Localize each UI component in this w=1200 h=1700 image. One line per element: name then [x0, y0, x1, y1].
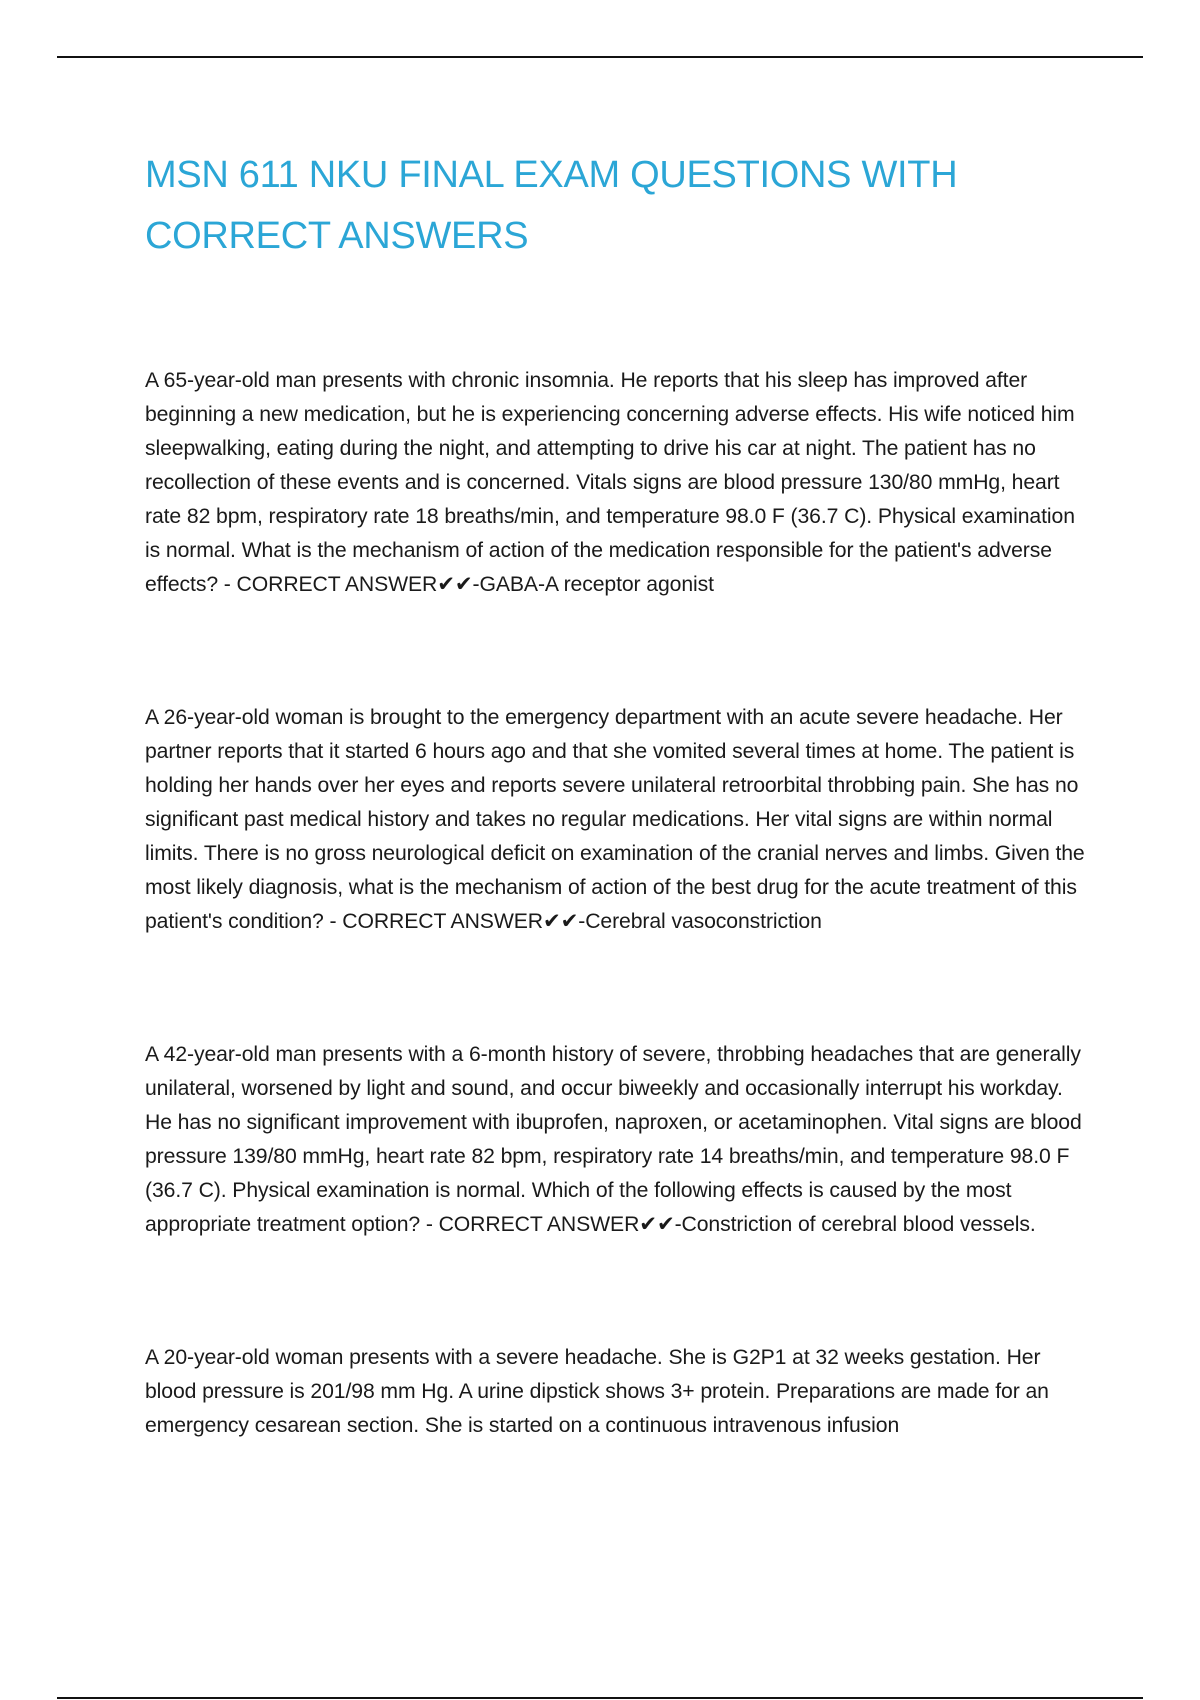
question-answer-3: A 42-year-old man presents with a 6-month history of severe, throbbing headaches that are generally unilateral, worsened by light and sound, and occur biweekly and occasionally interrupt his workday. He has no significant improvement with ibuprofen, naproxen, or acetaminophen. Vital signs are blood pressure 139/80 mmHg, heart rate 82 bpm, respiratory rate 14 breaths/min, and temperature 98.0 F (36.7 C). Physical examination is normal. Which of the following effects is caused by the most appropriate treatment option? - CORRECT ANSWER✔✔-Constriction of cerebral blood vessels.	[145, 1043, 1082, 1236]
question-answer-2: A 26-year-old woman is brought to the emergency department with an acute severe headache. Her partner reports that it started 6 hours ago and that she vomited several times at home. The patient is holding her hands over her eyes and reports severe unilateral retroorbital throbbing pain. She has no significant past medical history and takes no regular medications. Her vital signs are within normal limits. There is no gross neurological deficit on examination of the cranial nerves and limbs. Given the most likely diagnosis, what is the mechanism of action of the best drug for the acute treatment of this patient's condition? - CORRECT ANSWER✔✔-Cerebral vasoconstriction	[145, 706, 1085, 933]
top-rule	[57, 56, 1143, 58]
question-answer-4: A 20-year-old woman presents with a severe headache. She is G2P1 at 32 weeks gestation. Her blood pressure is 201/98 mm Hg. A urine dipstick shows 3+ protein. Preparations are made for an emergency cesarean section. She is started on a continuous intravenous infusion	[145, 1346, 1049, 1437]
bottom-rule	[57, 1697, 1143, 1699]
question-answer-1: A 65-year-old man presents with chronic insomnia. He reports that his sleep has improved after beginning a new medication, but he is experiencing concerning adverse effects. His wife noticed him sleepwalking, eating during the night, and attempting to drive his car at night. The patient has no recollection of these events and is concerned. Vitals signs are blood pressure 130/80 mmHg, heart rate 82 bpm, respiratory rate 18 breaths/min, and temperature 98.0 F (36.7 C). Physical examination is normal. What is the mechanism of action of the medication responsible for the patient's adverse effects? - CORRECT ANSWER✔✔-GABA-A receptor agonist	[145, 369, 1075, 596]
page-title: MSN 611 NKU FINAL EXAM QUESTIONS WITH CORRECT ANSWERS	[145, 154, 958, 257]
